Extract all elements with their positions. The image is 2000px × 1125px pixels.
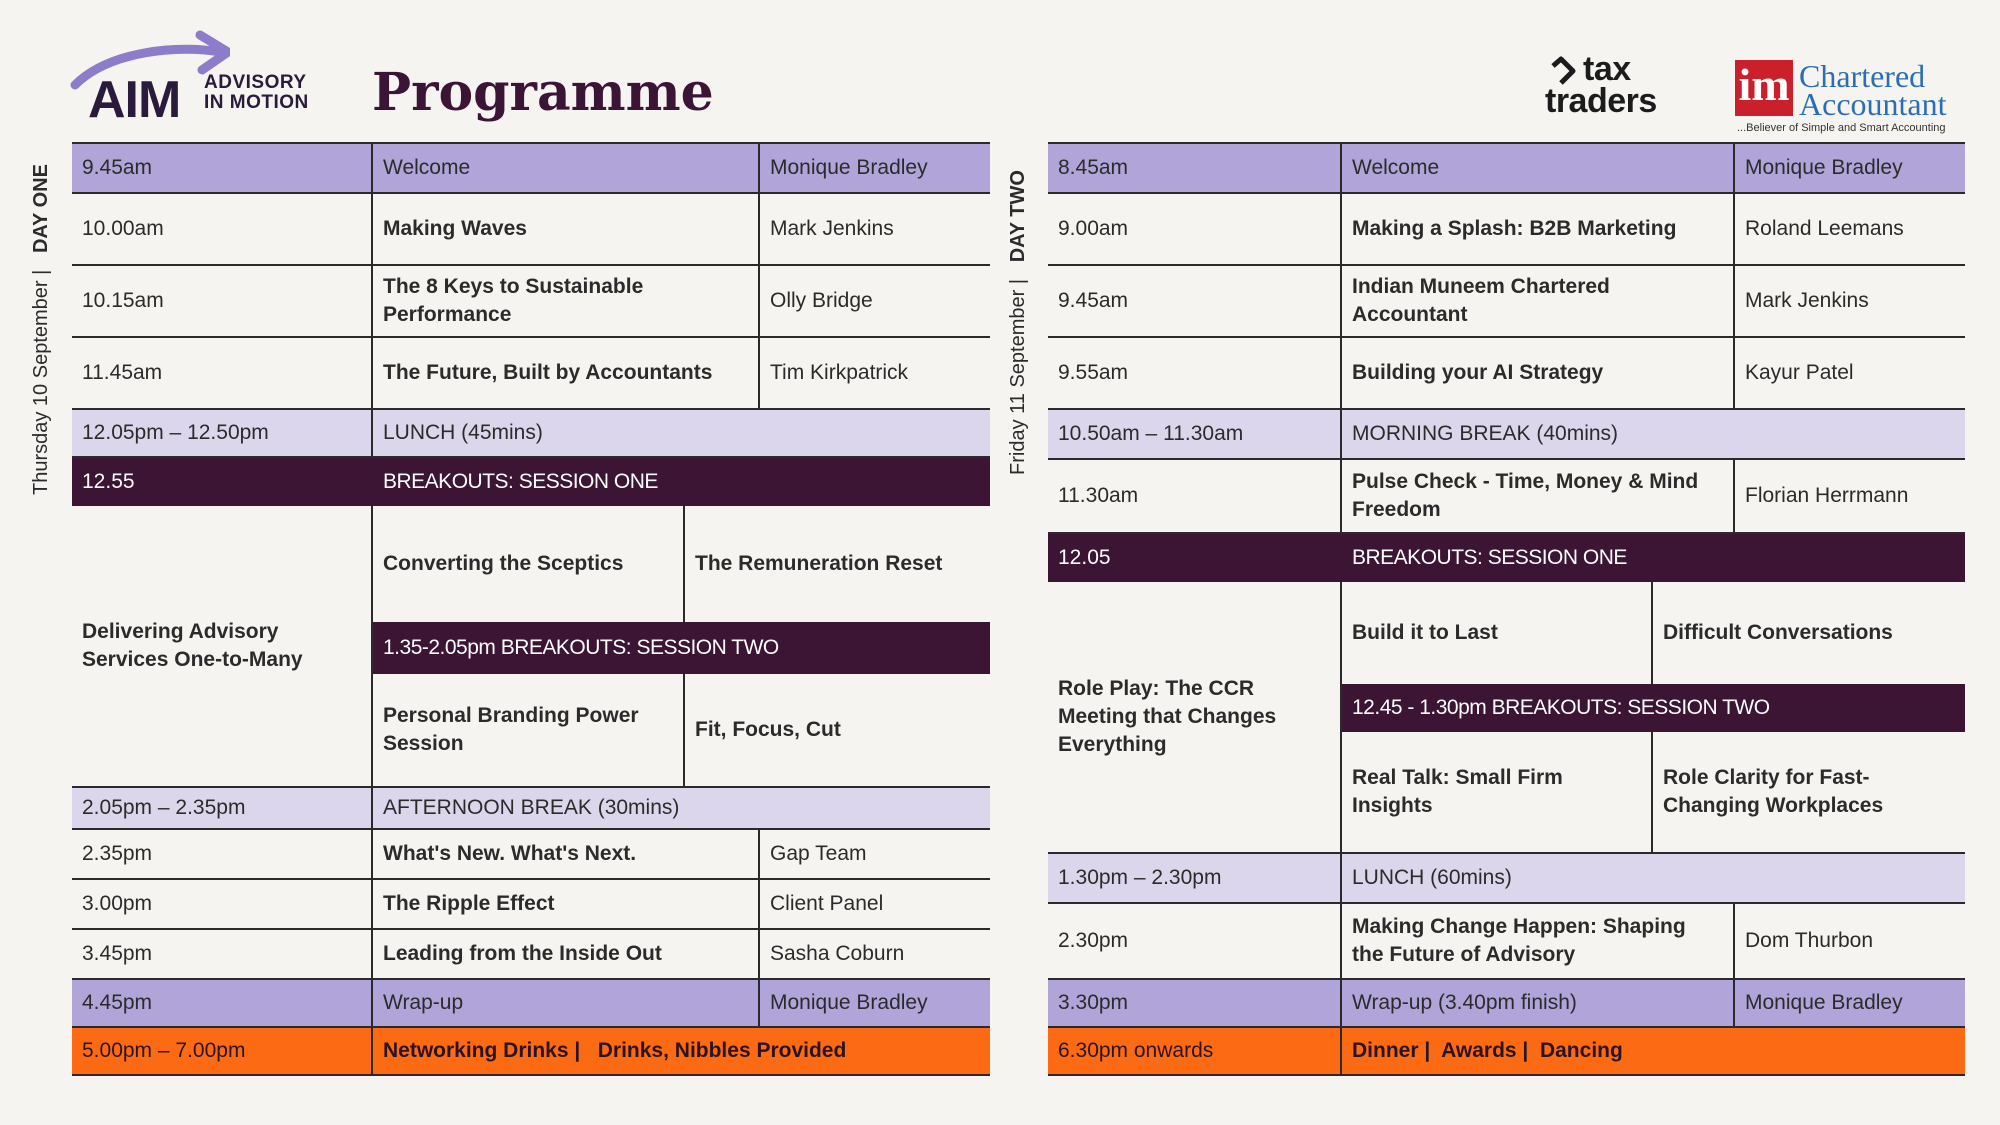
session-title: Pulse Check - Time, Money & Mind Freedom [1342,460,1735,532]
time-cell: 9.55am [1048,338,1342,408]
tax-traders-logo [1545,52,1705,122]
time-cell: 6.30pm onwards [1048,1028,1342,1074]
wrap-up-row [72,980,990,1028]
schedule-row [1048,266,1965,338]
day-two-side-label [1007,170,1030,475]
page-title: Programme [372,62,714,123]
speaker-name: Monique Bradley [770,156,928,179]
speaker-name: Olly Bridge [770,289,873,312]
session-title: What's New. What's Next. [373,830,760,878]
ca-logo-line1: Chartered [1799,58,1926,94]
time-cell: 10.00am [72,194,373,264]
time-cell: 10.50am – 11.30am [1048,410,1342,458]
time-cell: 9.00am [1048,194,1342,264]
time-cell: 2.35pm [72,830,373,878]
session-title: Making Waves [373,194,760,264]
session-title: The 8 Keys to Sustainable Performance [373,266,760,336]
aim-logo-subtitle [204,73,309,113]
breakout-session: The Remuneration Reset [695,552,943,575]
schedule-row [1048,142,1965,194]
speaker-name: Client Panel [770,892,884,915]
break-row [1048,854,1965,904]
schedule-row [72,338,990,410]
session-title: The Ripple Effect [373,880,760,928]
breakout-session: Role Clarity for Fast-Changing Workplaces [1663,766,1884,817]
time-cell: 11.45am [72,338,373,408]
day-one-side-label [30,164,53,495]
breakout-header-title: BREAKOUTS: SESSION ONE [383,470,658,493]
dinner-title: Dinner | Awards | Dancing [1352,1039,1623,1062]
time-cell: 3.30pm [1048,980,1342,1026]
chartered-accountant-logo [1735,58,1960,138]
dinner-row [1048,1028,1965,1076]
tax-logo-line2: traders [1545,82,1657,120]
breakout-block [72,506,990,788]
speaker-name: Dom Thurbon [1745,929,1874,952]
networking-title: Networking Drinks | Drinks, Nibbles Provided [383,1039,847,1062]
day-two-date: Friday 11 September | [1007,278,1029,475]
speaker-name: Monique Bradley [1745,991,1903,1014]
ca-logo-tagline: ...Believer of Simple and Smart Accounting [1737,122,1946,134]
break-title: AFTERNOON BREAK (30mins) [383,796,680,819]
break-row [72,410,990,458]
breakout-session: Real Talk: Small Firm Insights [1342,732,1653,852]
breakout-session: Fit, Focus, Cut [695,718,841,741]
breakout-session: Personal Branding Power Session [373,674,685,786]
schedule-row [72,930,990,980]
break-row [1048,410,1965,460]
aim-logo-word: AIM [88,71,181,129]
aim-logo-line2: IN MOTION [204,92,309,113]
im-logo-mark: im [1735,60,1793,116]
breakout-session: Difficult Conversations [1663,621,1893,644]
day-one-schedule [72,142,990,1076]
networking-row [72,1028,990,1076]
schedule-row [72,266,990,338]
tax-logo-line1: tax [1583,50,1631,88]
speaker-name: Monique Bradley [1745,156,1903,179]
speaker-name: Gap Team [770,842,867,865]
speaker-name: Mark Jenkins [770,217,894,240]
breakout-session: Converting the Sceptics [373,506,685,622]
breakout-two-header: 12.45 - 1.30pm BREAKOUTS: SESSION TWO [1342,684,1965,732]
breakout-header-row [72,458,990,506]
time-cell: 12.55 [82,470,135,493]
schedule-row [1048,460,1965,534]
break-title: LUNCH (45mins) [383,421,543,444]
time-cell: 2.05pm – 2.35pm [72,788,373,828]
break-row [72,788,990,830]
time-cell: 3.00pm [72,880,373,928]
ca-logo-line2: Accountant [1799,86,1947,122]
session-title: Wrap-up [373,980,760,1026]
aim-logo [70,30,320,129]
schedule-row [72,880,990,930]
time-cell: 8.45am [1048,144,1342,192]
session-title: Wrap-up (3.40pm finish) [1342,980,1735,1026]
time-cell: 10.15am [72,266,373,336]
breakout-block [1048,582,1965,854]
schedule-row [1048,904,1965,980]
time-cell: 1.30pm – 2.30pm [1048,854,1342,902]
time-cell: 11.30am [1048,460,1342,532]
break-title: MORNING BREAK (40mins) [1352,422,1619,445]
wrap-up-row [1048,980,1965,1028]
session-title: Welcome [373,144,760,192]
schedule-row [1048,194,1965,266]
day-two-schedule [1048,142,1965,1076]
session-title: Welcome [1342,144,1735,192]
day-two-label: DAY TWO [1007,170,1029,263]
time-cell: 9.45am [72,144,373,192]
speaker-name: Mark Jenkins [1745,289,1869,312]
session-title: Making a Splash: B2B Marketing [1342,194,1735,264]
session-title: Making Change Happen: Shaping the Future of Advisory [1342,904,1735,978]
speaker-name: Kayur Patel [1745,361,1854,384]
time-cell: 9.45am [1048,266,1342,336]
breakout-two-header: 1.35-2.05pm BREAKOUTS: SESSION TWO [373,622,990,674]
speaker-name: Florian Herrmann [1745,484,1909,507]
session-title: The Future, Built by Accountants [373,338,760,408]
speaker-name: Sasha Coburn [770,942,905,965]
time-cell: 3.45pm [72,930,373,978]
session-title: Leading from the Inside Out [373,930,760,978]
schedule-row [1048,338,1965,410]
time-cell: 12.05 [1058,546,1111,569]
session-title: Building your AI Strategy [1342,338,1735,408]
schedule-row [72,142,990,194]
break-title: LUNCH (60mins) [1352,866,1512,889]
time-cell: 12.05pm – 12.50pm [72,410,373,456]
speaker-name: Tim Kirkpatrick [770,361,909,384]
session-title: Indian Muneem Chartered Accountant [1342,266,1735,336]
time-cell: 4.45pm [72,980,373,1026]
speaker-name: Roland Leemans [1745,217,1904,240]
speaker-name: Monique Bradley [770,991,928,1014]
day-one-date: Thursday 10 September | [30,269,52,495]
breakout-session: Build it to Last [1342,582,1653,684]
breakout-left-session: Role Play: The CCR Meeting that Changes Everything [1048,582,1342,852]
aim-logo-line1: ADVISORY [204,72,307,93]
day-one-label: DAY ONE [30,164,52,254]
schedule-row [72,194,990,266]
time-cell: 2.30pm [1048,904,1342,978]
breakout-header-title: BREAKOUTS: SESSION ONE [1352,546,1627,569]
breakout-header-row [1048,534,1965,582]
time-cell: 5.00pm – 7.00pm [72,1028,373,1074]
breakout-left-session: Delivering Advisory Services One-to-Many [72,506,373,786]
schedule-row [72,830,990,880]
